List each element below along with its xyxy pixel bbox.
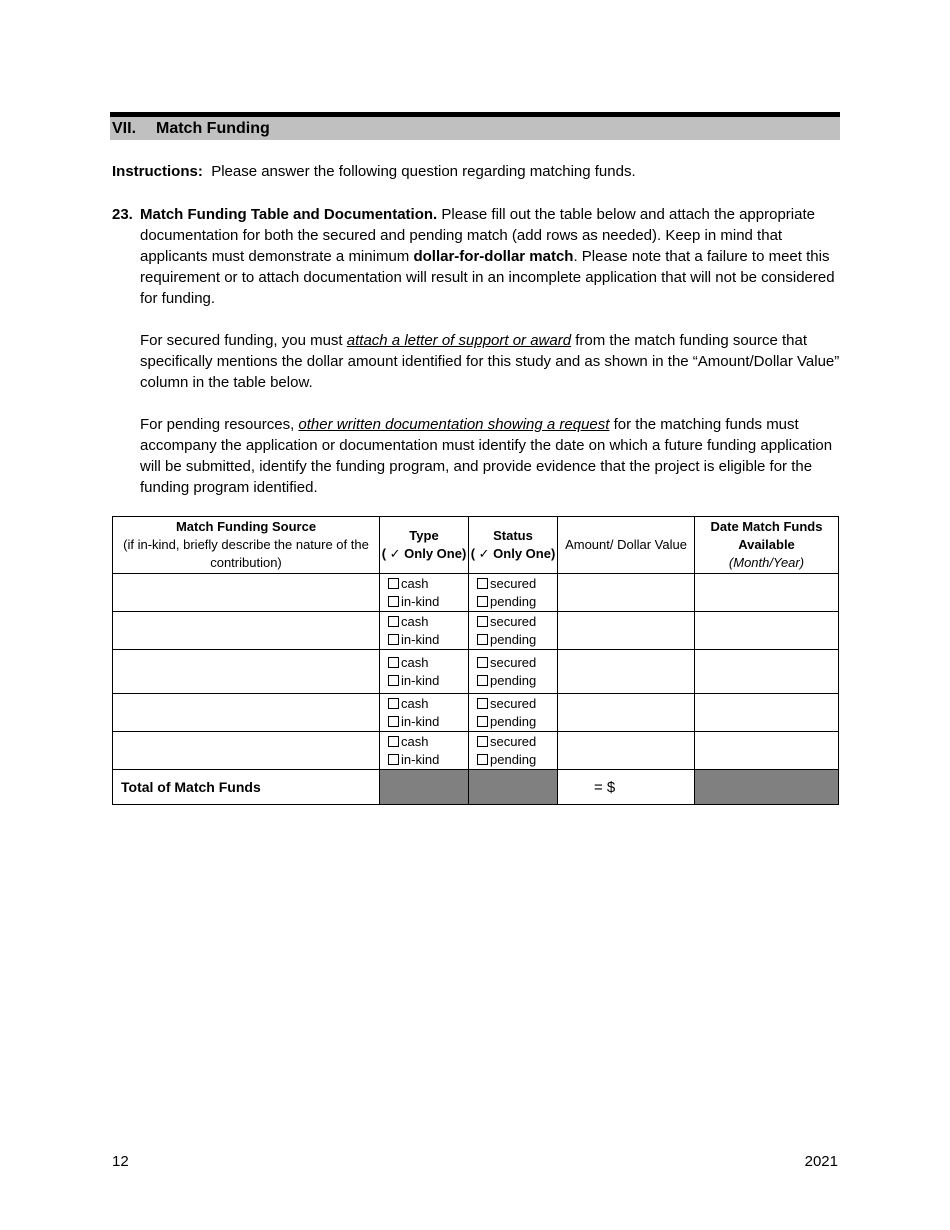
source-input-cell[interactable]	[113, 612, 380, 650]
source-input-cell[interactable]	[113, 574, 380, 612]
total-type-shaded	[380, 770, 469, 805]
status-cell	[469, 694, 558, 732]
in-kind-label: in-kind	[401, 713, 440, 729]
header-type-title: Type	[409, 528, 439, 543]
pending-label: pending	[490, 631, 537, 647]
question-paragraph-1	[140, 204, 842, 309]
header-type-note: ( ✓ Only One)	[381, 546, 467, 561]
checkbox-icon[interactable]	[477, 657, 488, 668]
total-amount-field[interactable]: = $	[558, 770, 695, 805]
total-date-shaded	[695, 770, 839, 805]
cash-label: cash	[401, 613, 429, 629]
in-kind-checkbox[interactable]	[380, 631, 468, 649]
question-paragraph-2	[140, 330, 842, 393]
status-cell	[469, 650, 558, 694]
type-cell	[380, 650, 469, 694]
amount-input-cell[interactable]	[558, 650, 695, 694]
checkbox-icon[interactable]	[388, 596, 399, 607]
page-number: 12	[112, 1153, 129, 1170]
table-row	[113, 694, 839, 732]
dollar-match-emphasis: dollar-for-dollar match	[413, 248, 574, 265]
checkbox-icon[interactable]	[477, 716, 488, 727]
checkbox-icon[interactable]	[388, 698, 399, 709]
in-kind-checkbox[interactable]	[380, 672, 468, 690]
pending-label: pending	[490, 672, 537, 688]
instructions	[112, 162, 842, 182]
question-23	[112, 204, 842, 519]
amount-input-cell[interactable]	[558, 612, 695, 650]
question-text-1b: . Please note that a failure to meet this requirement or to attach documentation will result in an incomplete application that will not be considered for funding.	[140, 248, 835, 307]
checkbox-icon[interactable]	[477, 634, 488, 645]
in-kind-label: in-kind	[401, 672, 440, 688]
question-number: 23.	[112, 206, 133, 223]
status-cell	[469, 612, 558, 650]
section-title: Match Funding	[156, 120, 270, 137]
header-date-title: Date Match Funds Available	[710, 519, 823, 552]
question-text-2b: from the match funding source that specifically mentions the dollar amount identified for this study and as shown in the “Amount/Dollar Value” column in the table below.	[140, 332, 840, 391]
checkbox-icon[interactable]	[388, 675, 399, 686]
checkbox-icon[interactable]	[388, 716, 399, 727]
amount-input-cell[interactable]	[558, 732, 695, 770]
secured-checkbox[interactable]	[469, 733, 557, 751]
question-text-3b: for the matching funds must accompany the application or documentation must identify the date on which a future funding application will be submitted, identify the funding program, and provide evidence that the project is eligible for the funding program identified.	[140, 416, 833, 496]
date-input-cell[interactable]	[695, 732, 839, 770]
checkbox-icon[interactable]	[477, 736, 488, 747]
cash-label: cash	[401, 654, 429, 670]
checkbox-icon[interactable]	[477, 698, 488, 709]
checkbox-icon[interactable]	[477, 596, 488, 607]
in-kind-checkbox[interactable]	[380, 593, 468, 611]
checkbox-icon[interactable]	[477, 675, 488, 686]
status-cell	[469, 574, 558, 612]
total-label: Total of Match Funds	[113, 770, 380, 805]
section-number: VII.	[112, 120, 137, 137]
letter-of-support-emphasis: attach a letter of support or award	[346, 332, 572, 349]
footer-year: 2021	[804, 1153, 838, 1170]
type-cell	[380, 694, 469, 732]
in-kind-checkbox[interactable]	[380, 713, 468, 731]
header-type	[380, 517, 469, 574]
cash-checkbox[interactable]	[380, 695, 468, 713]
secured-checkbox[interactable]	[469, 695, 557, 713]
cash-checkbox[interactable]	[380, 575, 468, 593]
question-text-2a: For secured funding, you must	[140, 332, 347, 349]
amount-input-cell[interactable]	[558, 574, 695, 612]
checkbox-icon[interactable]	[388, 578, 399, 589]
header-status-title: Status	[493, 528, 533, 543]
header-date-note: (Month/Year)	[728, 555, 805, 570]
secured-checkbox[interactable]	[469, 575, 557, 593]
checkbox-icon[interactable]	[388, 736, 399, 747]
pending-label: pending	[490, 593, 537, 609]
secured-label: secured	[490, 654, 537, 670]
secured-checkbox[interactable]	[469, 613, 557, 631]
header-source	[113, 517, 380, 574]
pending-checkbox[interactable]	[469, 593, 557, 611]
match-funding-table	[112, 516, 839, 805]
header-source-note: (if in-kind, briefly describe the nature of the contribution)	[123, 537, 369, 570]
instructions-text: Please answer the following question regarding matching funds.	[211, 163, 636, 180]
type-cell	[380, 612, 469, 650]
in-kind-label: in-kind	[401, 593, 440, 609]
pending-checkbox[interactable]	[469, 751, 557, 769]
total-status-shaded	[469, 770, 558, 805]
cash-checkbox[interactable]	[380, 613, 468, 631]
in-kind-label: in-kind	[401, 631, 440, 647]
secured-label: secured	[490, 575, 537, 591]
type-cell	[380, 732, 469, 770]
cash-label: cash	[401, 575, 429, 591]
table-row	[113, 650, 839, 694]
date-input-cell[interactable]	[695, 650, 839, 694]
source-input-cell[interactable]	[113, 650, 380, 694]
written-documentation-emphasis: other written documentation showing a request	[298, 416, 610, 433]
cash-label: cash	[401, 733, 429, 749]
type-cell	[380, 574, 469, 612]
pending-checkbox[interactable]	[469, 713, 557, 731]
checkbox-icon[interactable]	[388, 616, 399, 627]
total-row	[113, 770, 839, 805]
date-input-cell[interactable]	[695, 694, 839, 732]
checkbox-icon[interactable]	[477, 616, 488, 627]
table-row	[113, 574, 839, 612]
header-status	[469, 517, 558, 574]
question-text-1a: Please fill out the table below and attach the appropriate documentation for both the secured and pending match (add rows as needed). Keep in mind that applicants must demonstrate a minimum	[140, 206, 815, 265]
table-header-row	[113, 517, 839, 574]
in-kind-label: in-kind	[401, 751, 440, 767]
checkbox-icon[interactable]	[477, 754, 488, 765]
header-amount: Amount/ Dollar Value	[558, 517, 695, 574]
header-source-title: Match Funding Source	[175, 519, 317, 534]
pending-label: pending	[490, 713, 537, 729]
secured-checkbox[interactable]	[469, 654, 557, 672]
header-status-note: ( ✓ Only One)	[470, 546, 556, 561]
date-input-cell[interactable]	[695, 574, 839, 612]
secured-label: secured	[490, 695, 537, 711]
table-row	[113, 732, 839, 770]
checkbox-icon[interactable]	[388, 754, 399, 765]
checkbox-icon[interactable]	[477, 578, 488, 589]
section-header	[110, 112, 840, 140]
pending-checkbox[interactable]	[469, 672, 557, 690]
secured-label: secured	[490, 733, 537, 749]
status-cell	[469, 732, 558, 770]
cash-label: cash	[401, 695, 429, 711]
secured-label: secured	[490, 613, 537, 629]
instructions-label: Instructions:	[112, 163, 203, 180]
table-row	[113, 612, 839, 650]
question-text-3a: For pending resources,	[140, 416, 299, 433]
pending-label: pending	[490, 751, 537, 767]
amount-input-cell[interactable]	[558, 694, 695, 732]
header-date	[695, 517, 839, 574]
checkbox-icon[interactable]	[388, 634, 399, 645]
question-title: Match Funding Table and Documentation.	[140, 206, 438, 223]
source-input-cell[interactable]	[113, 732, 380, 770]
checkbox-icon[interactable]	[388, 657, 399, 668]
in-kind-checkbox[interactable]	[380, 751, 468, 769]
pending-checkbox[interactable]	[469, 631, 557, 649]
cash-checkbox[interactable]	[380, 654, 468, 672]
source-input-cell[interactable]	[113, 694, 380, 732]
cash-checkbox[interactable]	[380, 733, 468, 751]
date-input-cell[interactable]	[695, 612, 839, 650]
question-paragraph-3	[140, 414, 842, 498]
